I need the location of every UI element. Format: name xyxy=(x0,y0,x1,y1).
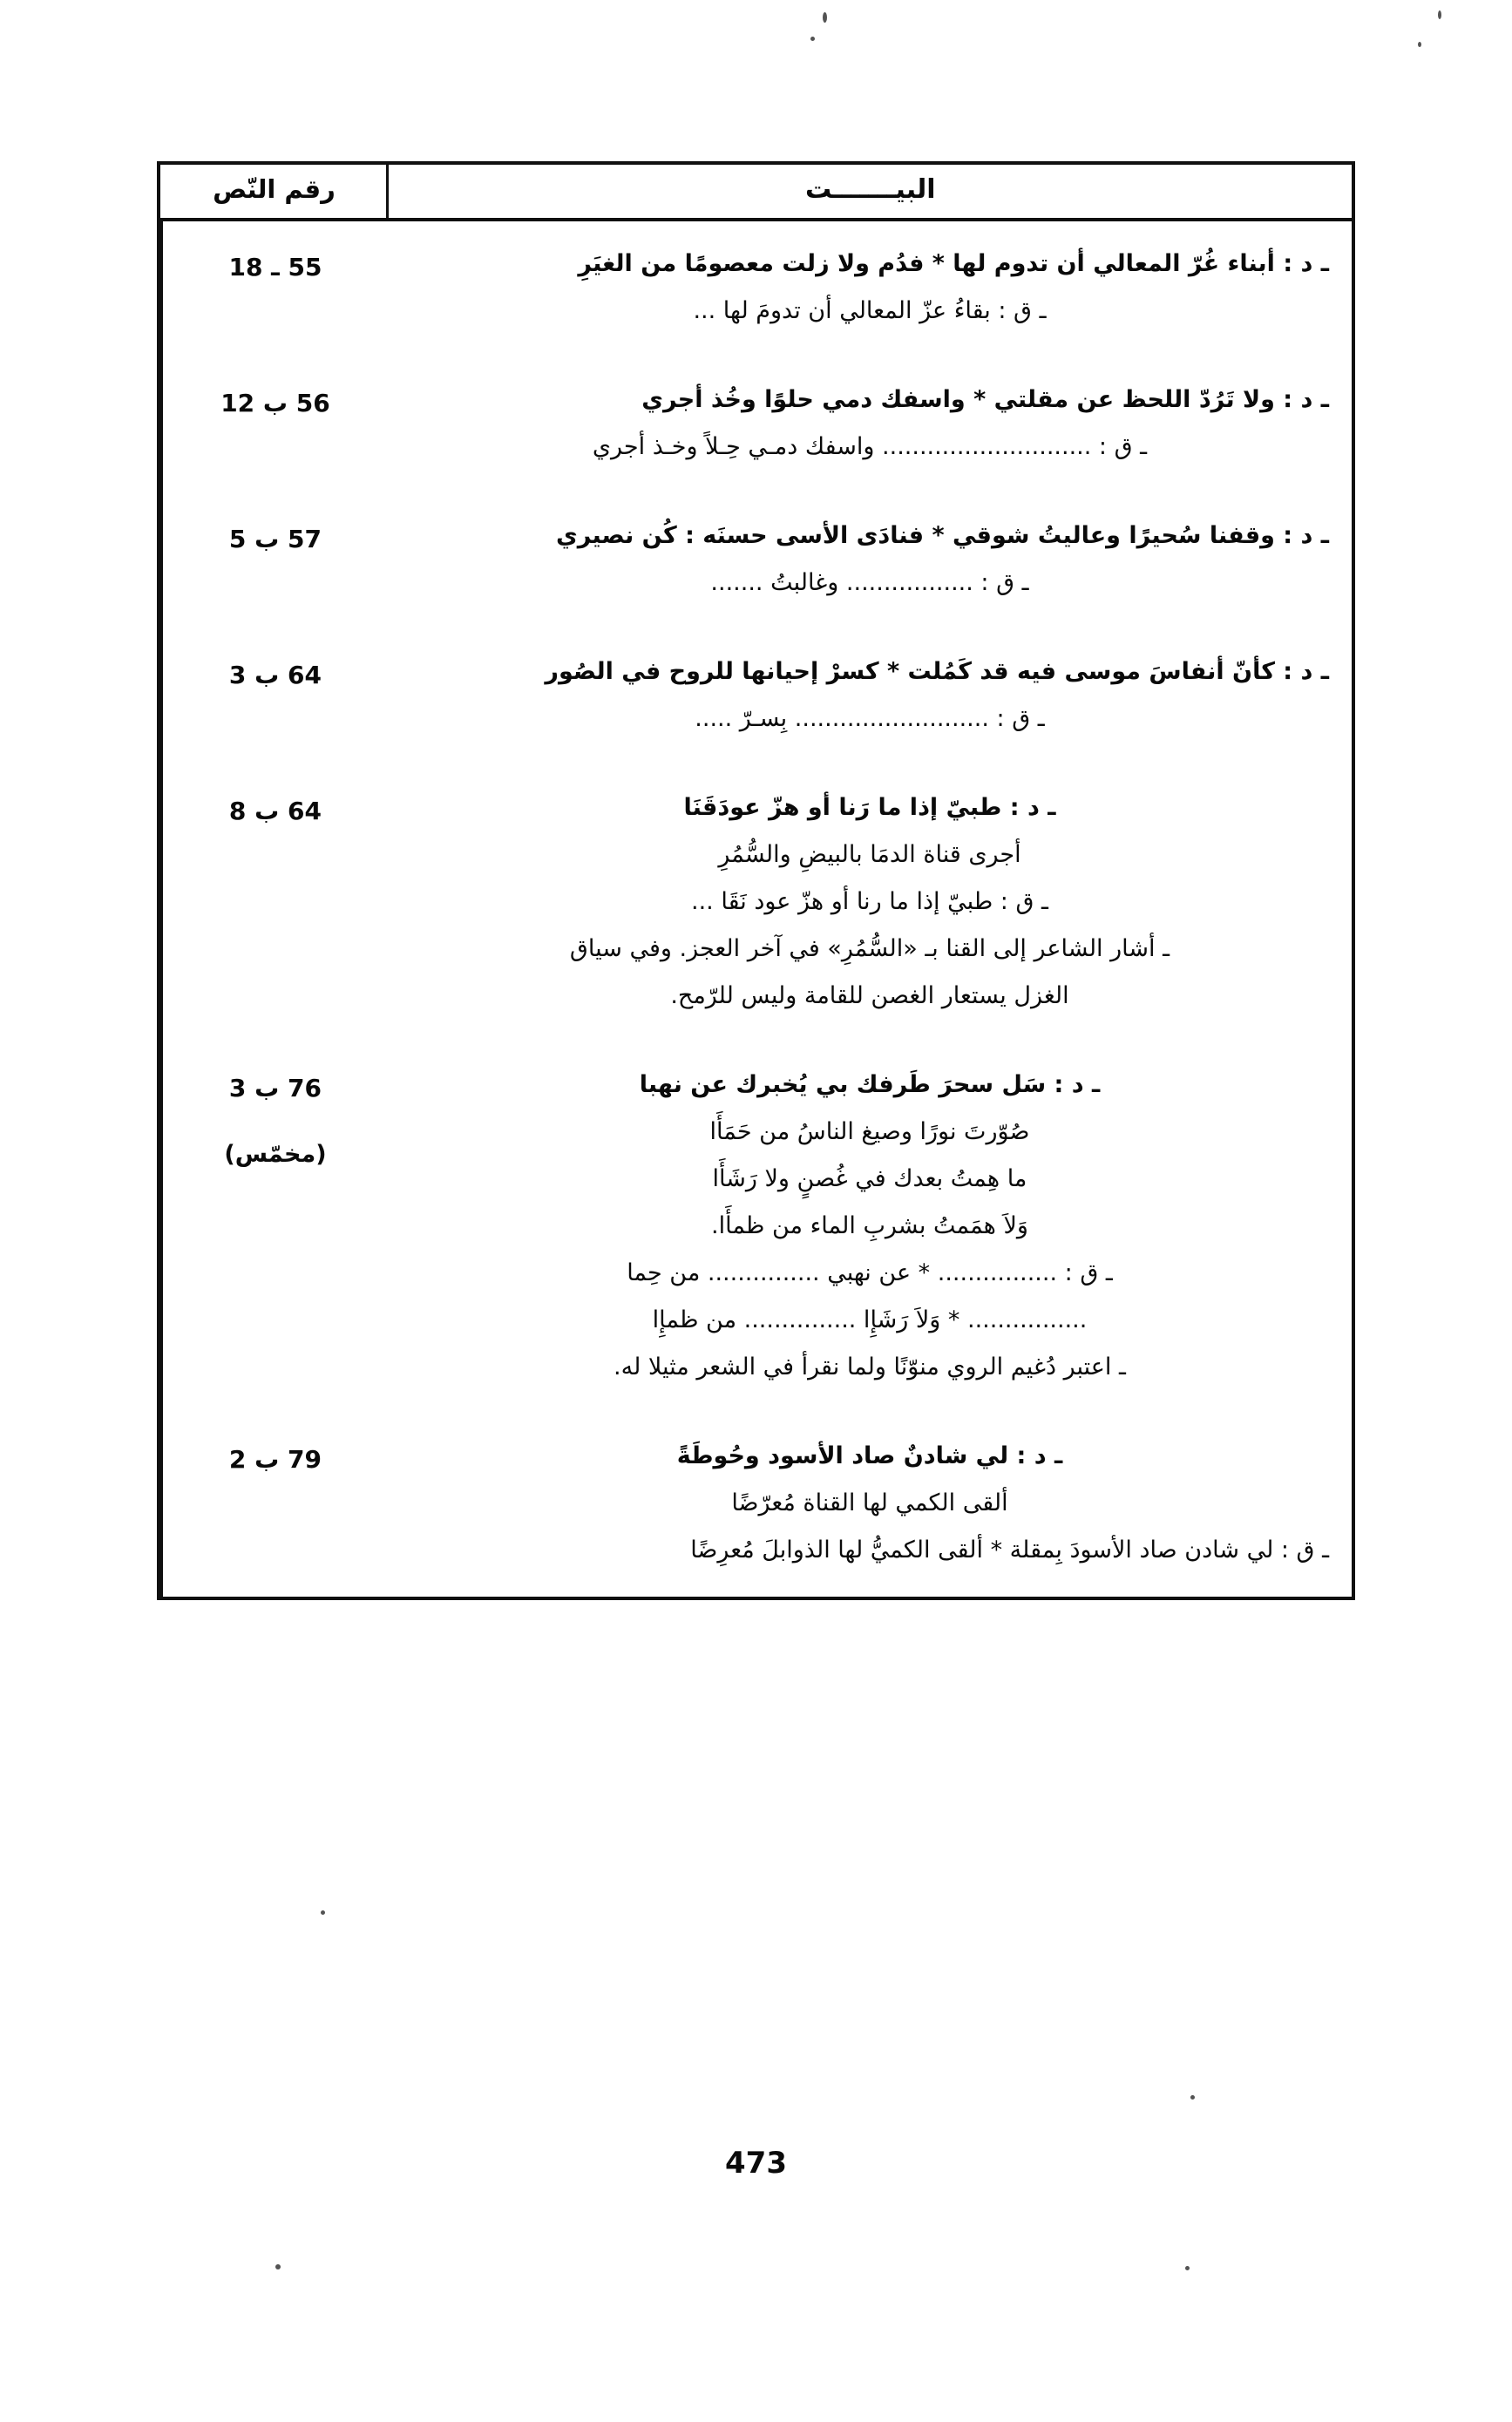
verse-line: ـ د : ولا تَرُدّ اللحظ عن مقلتي * واسفك دمي حلوًا وخُذ أجري xyxy=(641,386,1329,413)
text-number-value: 64 ب 8 xyxy=(228,797,322,825)
verse-line: ـ د : أبناء غُرّ المعالي أن تدوم لها * فدُم ولا زلت معصومًا من الغيَرِ xyxy=(578,250,1329,277)
table-row xyxy=(162,493,1353,629)
verse-line: ـ ق : طبيّ إذا ما رنا أو هزّ عود نَقَا ... xyxy=(691,888,1048,915)
verse-line: ـ اعتبر دُغيم الروي منوّنًا ولما نقرأ في الشعر مثيلا له. xyxy=(614,1353,1126,1381)
verse-line: ـ د : وقفنا سُحيرًا وعاليتُ شوقي * فنادَى الأسى حسنَه : كُن نصيري xyxy=(555,522,1329,549)
table-row xyxy=(162,765,1353,1042)
text-number-value: 55 ـ 18 xyxy=(228,253,322,282)
table-row xyxy=(162,220,1353,357)
verse-cell xyxy=(388,1042,1352,1414)
table-row xyxy=(162,629,1353,765)
scan-speck xyxy=(321,1910,325,1915)
text-number-cell xyxy=(162,765,388,1042)
table-body xyxy=(162,220,1353,1597)
verse-line: ـ ق : ............................ واسفك دمـي حِـلاً وخـذ أجري xyxy=(592,433,1148,460)
text-number-value: 76 ب 3 xyxy=(228,1074,322,1102)
text-number-cell xyxy=(162,493,388,629)
verse-variants-table xyxy=(157,161,1355,1600)
table-row xyxy=(162,357,1353,493)
column-header-text-number: رقم النّص xyxy=(162,165,388,220)
verse-line: ـ ق : بقاءُ عزّ المعالي أن تدومَ لها ... xyxy=(693,297,1047,324)
verse-line: ـ د : كأنّ أنفاسَ موسى فيه قد كَمُلت * كسرْ إحيانها للروح في الصُور xyxy=(545,658,1329,685)
verse-line: ـ ق : .......................... بِسـرّ ..... xyxy=(695,705,1045,732)
text-number-value: 56 ب 12 xyxy=(220,389,330,417)
verse-line: ـ أشار الشاعر إلى القنا بـ «السُّمُرِ» في آخر العجز. وفي سياق xyxy=(569,935,1170,962)
text-number-cell xyxy=(162,629,388,765)
scan-speck xyxy=(275,2264,281,2269)
verse-cell xyxy=(388,357,1352,493)
verse-line: صُوّرتَ نورًا وصيغ الناسُ من حَمَأَا xyxy=(709,1118,1030,1145)
verse-line: ـ ق : ................. وغالبتُ ....... xyxy=(710,569,1029,596)
verse-line: الغزل يستعار الغصن للقامة وليس للرّمح. xyxy=(670,982,1069,1009)
verse-line: ـ د : سَل سحرَ طَرفك بي يُخبرك عن نهبا xyxy=(639,1071,1101,1098)
verse-cell xyxy=(388,765,1352,1042)
verse-line: ـ ق : ................ * عن نهبي ............... من حِما xyxy=(627,1259,1113,1286)
scan-speck xyxy=(1438,10,1441,19)
verse-line: ـ د : طبيّ إذا ما رَنا أو هزّ عودَقَنَا xyxy=(683,794,1056,821)
verse-line: أجرى قناة الدمَا بالبيضِ والسُّمُرِ xyxy=(718,841,1021,868)
text-number-cell xyxy=(162,1042,388,1414)
text-number-cell xyxy=(162,357,388,493)
text-number-annotation: (مخمّس) xyxy=(224,1141,327,1169)
verse-line: ـ ق : لي شادن صاد الأسودَ بِمقلة * ألقى الكميُّ لها الذوابلَ مُعرِضًا xyxy=(690,1537,1329,1564)
text-number-value: 79 ب 2 xyxy=(228,1445,322,1474)
scan-speck xyxy=(1190,2095,1195,2100)
table-header-row xyxy=(162,165,1353,220)
verse-line: ـ د : لي شادنٌ صاد الأسود وحُوطَةً xyxy=(676,1442,1063,1469)
table-row xyxy=(162,1042,1353,1414)
scan-speck xyxy=(1418,42,1421,47)
verse-cell xyxy=(388,220,1352,357)
verse-line: ألقى الكمي لها القناة مُعرّضًا xyxy=(731,1489,1008,1516)
verse-cell xyxy=(388,493,1352,629)
verse-line: ما هِمتُ بعدك في غُصنٍ ولا رَشَأَا xyxy=(712,1165,1027,1192)
verse-line: ................ * وَلاَ رَشَإِا ............... من ظمإِا xyxy=(652,1306,1088,1333)
verse-cell xyxy=(388,629,1352,765)
text-number-value: 57 ب 5 xyxy=(228,525,322,553)
text-number-cell xyxy=(162,1414,388,1597)
table-row xyxy=(162,1414,1353,1597)
scan-speck xyxy=(823,12,827,23)
page-number: 473 xyxy=(725,2146,787,2181)
text-number-cell xyxy=(162,220,388,357)
verse-line: وَلاَ همَمتُ بشربِ الماء من ظمأَا. xyxy=(711,1212,1028,1239)
scan-speck xyxy=(810,37,815,41)
verse-cell xyxy=(388,1414,1352,1597)
scan-speck xyxy=(1185,2266,1190,2270)
column-header-verse: البيـــــــت xyxy=(388,165,1352,220)
text-number-value: 64 ب 3 xyxy=(228,661,322,689)
